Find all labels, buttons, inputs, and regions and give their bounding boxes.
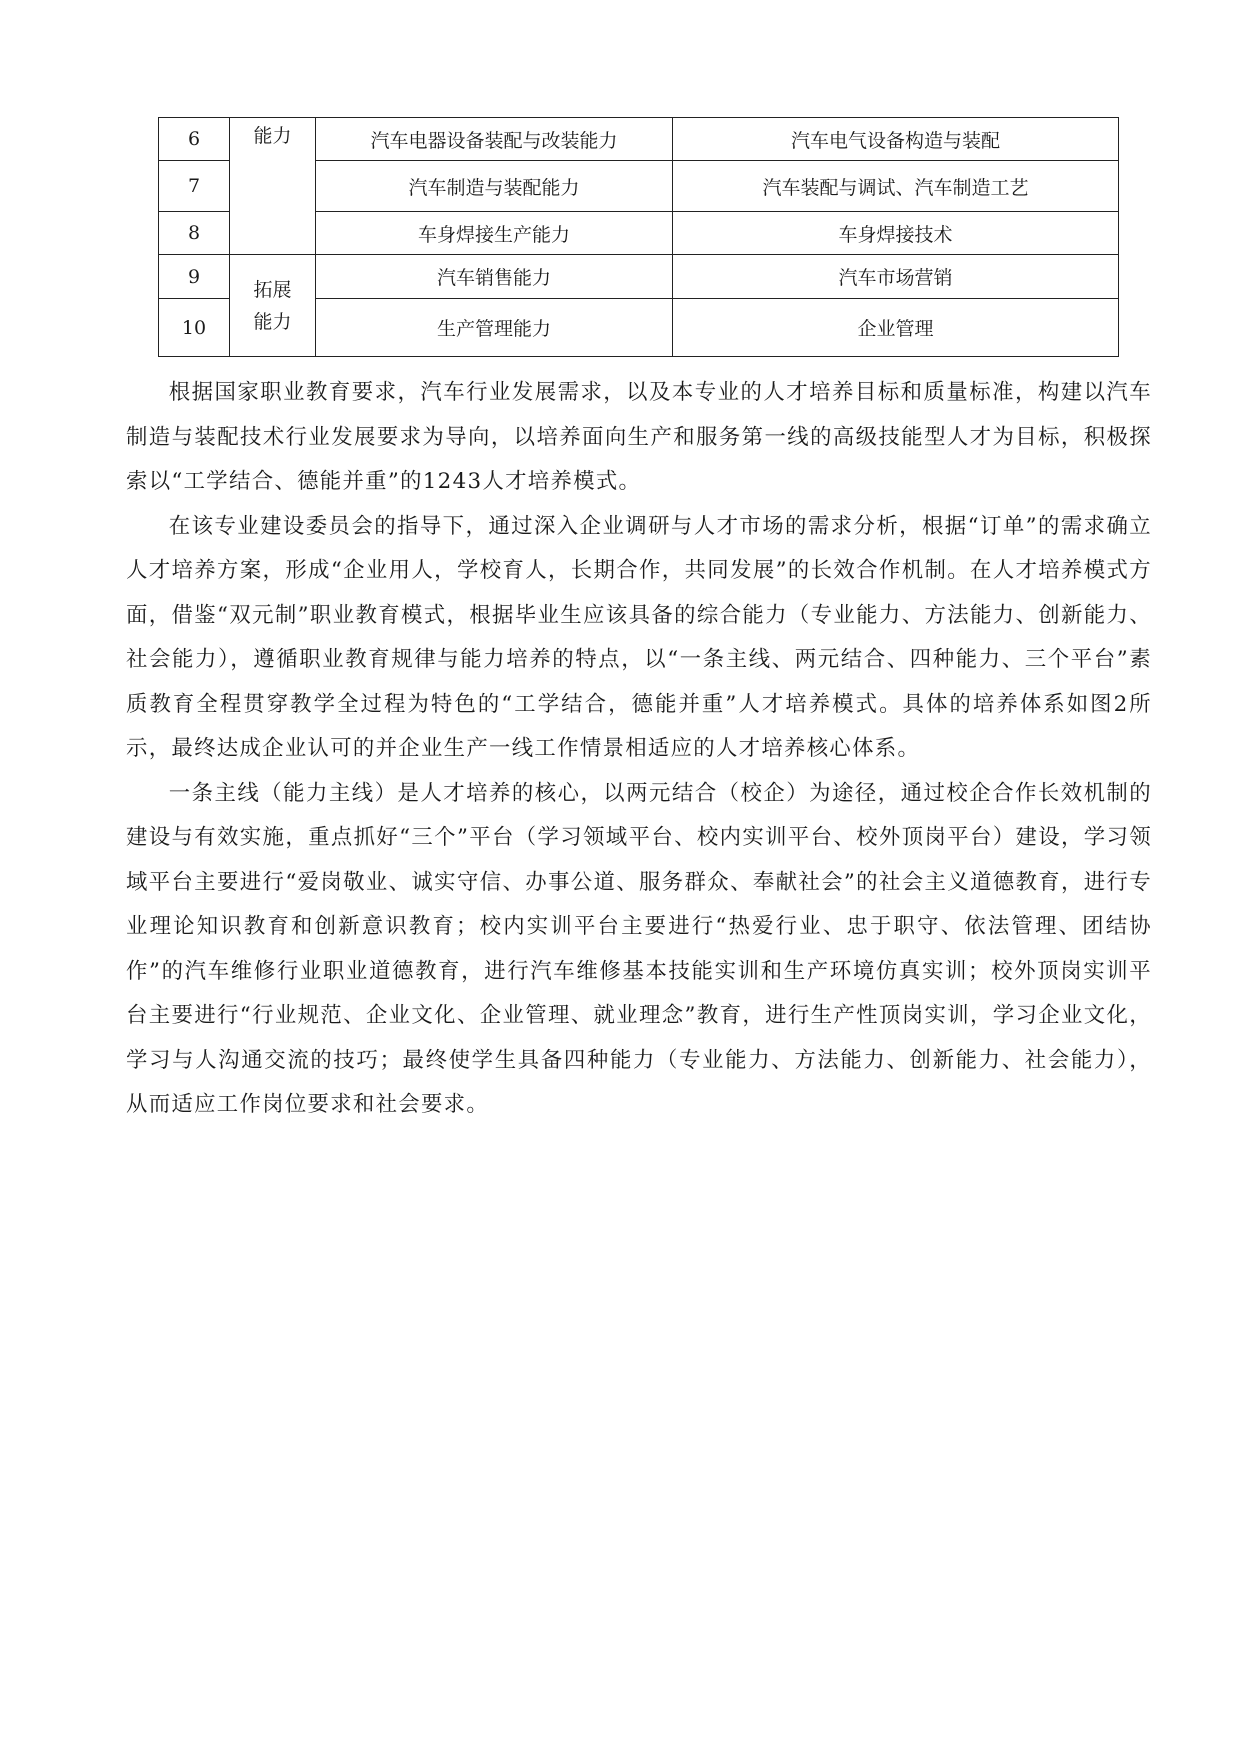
table-row	[159, 255, 1119, 299]
course-cell: 企业管理	[673, 299, 1119, 357]
row-number: 7	[159, 161, 230, 212]
row-number: 10	[159, 299, 230, 357]
category-line: 拓展	[253, 278, 292, 301]
course-cell: 汽车装配与调试、汽车制造工艺	[673, 161, 1119, 212]
paragraph: 一条主线（能力主线）是人才培养的核心，以两元结合（校企）为途径，通过校企合作长效机制的建设与有效实施，重点抓好“三个”平台（学习领域平台、校内实训平台、校外顶岗平台）建设，学习领域平台主要进行“爱岗敬业、诚实守信、办事公道、服务群众、奉献社会”的社会主义道德教育，进行专业理论知识教育和创新意识教育；校内实训平台主要进行“热爱行业、忠于职守、依法管理、团结协作”的汽车维修行业职业道德教育，进行汽车维修基本技能实训和生产环境仿真实训；校外顶岗实训平台主要进行“行业规范、企业文化、企业管理、就业理念”教育，进行生产性顶岗实训，学习企业文化，学习与人沟通交流的技巧；最终使学生具备四种能力（专业能力、方法能力、创新能力、社会能力），从而适应工作岗位要求和社会要求。	[126, 780, 1152, 1117]
course-cell: 汽车市场营销	[673, 255, 1119, 299]
ability-cell: 汽车制造与装配能力	[316, 161, 673, 212]
row-number: 9	[159, 255, 230, 299]
ability-cell: 车身焊接生产能力	[316, 212, 673, 255]
ability-cell: 汽车销售能力	[316, 255, 673, 299]
body-text	[126, 371, 1152, 1128]
ability-course-table	[158, 117, 1119, 357]
table-row	[159, 118, 1119, 161]
course-cell: 车身焊接技术	[673, 212, 1119, 255]
paragraph: 在该专业建设委员会的指导下，通过深入企业调研与人才市场的需求分析，根据“订单”的需求确立人才培养方案，形成“企业用人，学校育人，长期合作，共同发展”的长效合作机制。在人才培养模式方面，借鉴“双元制”职业教育模式，根据毕业生应该具备的综合能力（专业能力、方法能力、创新能力、社会能力），遵循职业教育规律与能力培养的特点，以“一条主线、两元结合、四种能力、三个平台”素质教育全程贯穿教学全过程为特色的“工学结合，德能并重”人才培养模式。具体的培养体系如图2所示，最终达成企业认可的并企业生产一线工作情景相适应的人才培养核心体系。	[126, 513, 1152, 761]
category-cell: 能力	[230, 118, 316, 255]
category-cell	[230, 255, 316, 357]
category-line: 能力	[253, 310, 292, 333]
row-number: 8	[159, 212, 230, 255]
ability-cell: 汽车电器设备装配与改装能力	[316, 118, 673, 161]
course-cell: 汽车电气设备构造与装配	[673, 118, 1119, 161]
paragraph: 根据国家职业教育要求，汽车行业发展需求，以及本专业的人才培养目标和质量标准，构建以汽车制造与装配技术行业发展要求为导向，以培养面向生产和服务第一线的高级技能型人才为目标，积极探索以“工学结合、德能并重”的1243人才培养模式。	[126, 380, 1152, 494]
ability-cell: 生产管理能力	[316, 299, 673, 357]
row-number: 6	[159, 118, 230, 161]
